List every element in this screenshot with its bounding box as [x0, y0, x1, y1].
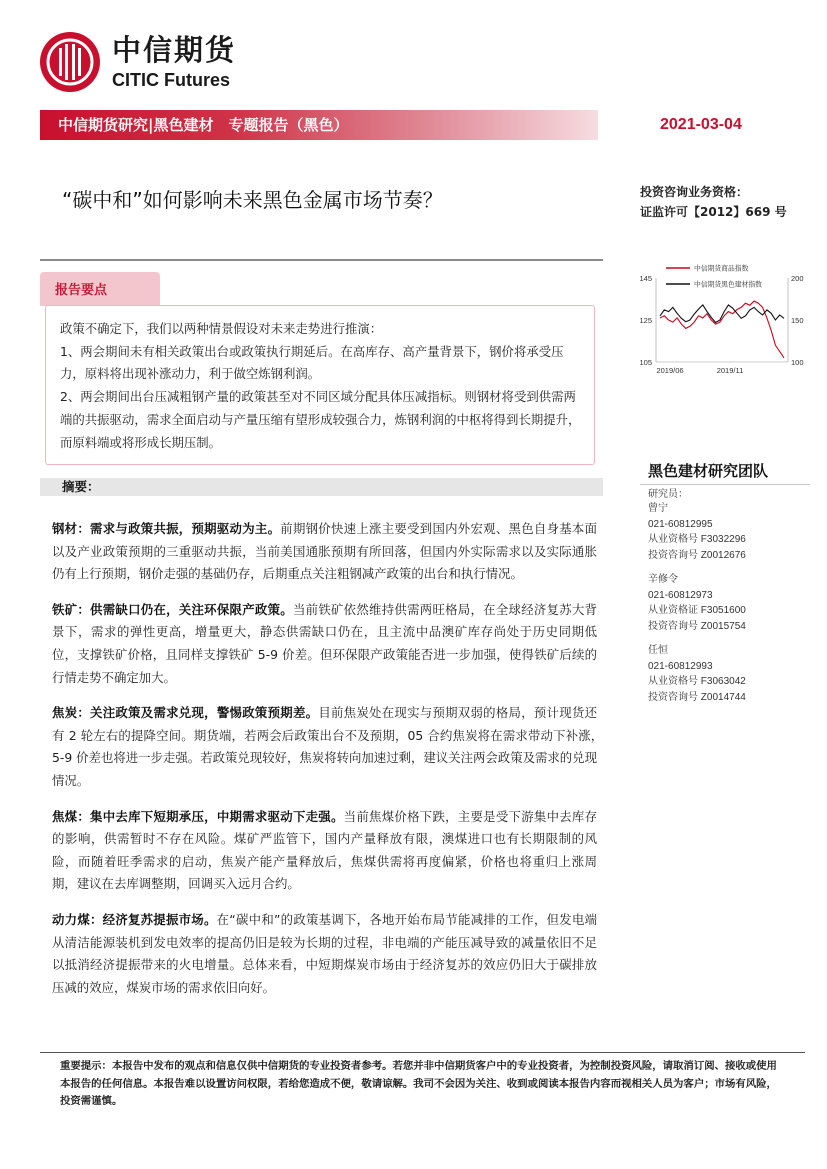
- member-name: 曾宁: [648, 503, 668, 514]
- qualification-line1: 投资咨询业务资格：: [640, 185, 749, 199]
- section-text: 前期钢价快速上涨主要受到国内外宏观、黑色自身基本面以及产业政策预期的三重驱动共振，当前美国通胀预期有所回落，但国内外实际需求以及实际通胀仍有上行预期，钢价走强的基础仍存，后期重点关注粗钢减产政策的出台和执行情况。: [52, 521, 598, 582]
- section-lead: 钢材：需求与政策共振，预期驱动为主。: [52, 521, 281, 536]
- y-right-tick-label: 100: [791, 358, 804, 367]
- title-divider: [40, 259, 603, 261]
- key-points-label: 报告要点: [55, 283, 108, 298]
- member-consult: 投资咨询号 Z0015754: [648, 620, 746, 632]
- member-consult: 投资咨询号 Z0012676: [648, 549, 746, 561]
- report-date: 2021-03-04: [660, 116, 742, 133]
- team-member: [648, 643, 746, 705]
- disclaimer: 重要提示：本报告中发布的观点和信息仅供中信期货的专业投资者参考。若您并非中信期货客户中的专业投资者，为控制投资风险，请取消订阅、接收或使用本报告的任何信息。本报告难以设置访问权限，若给您造成不便，敬请谅解。我司不会因为关注、收到或阅读本报告内容而视相关人员为客户；市场有风险，投资需谨慎。: [60, 1060, 777, 1107]
- key-point-line: 1、两会期间未有相关政策出台或政策执行期延后。在高库存、高产量背景下，钢价将承受压力，原料将出现补涨动力，利于做空炼钢利润。: [60, 343, 564, 382]
- section-text: 目前焦炭处在现实与预期双弱的格局，预计现货还有 2 轮左右的提降空间。期货端，若两会后政策出台不及预期，05 合约焦炭将在需求带动下补涨， 5-9 价差也将进一步走强。若政策兑现较好，焦炭将转向加速过剩，建议关注两会政策及需求的兑现情况。: [52, 705, 610, 788]
- section-coke: [52, 702, 610, 792]
- member-consult: 投资咨询号 Z0014744: [648, 691, 746, 703]
- member-phone: 021-60812995: [648, 518, 713, 530]
- report-title: “碳中和”如何影响未来黑色金属市场节奏？: [62, 188, 443, 212]
- team-divider: [640, 484, 810, 485]
- brand-name-cn: 中信期货: [112, 33, 237, 67]
- team-title: 黑色建材研究团队: [648, 462, 769, 480]
- x-tick-label: 2019/11: [716, 366, 744, 375]
- series-line-1: [660, 301, 784, 358]
- section-coking-coal: [52, 806, 597, 896]
- member-license: 从业资格号 F3032296: [648, 534, 746, 545]
- index-chart: [632, 262, 820, 382]
- section-lead: 焦炭：关注政策及需求兑现，警惕政策预期差。: [52, 705, 319, 721]
- abstract-label: 摘要：: [62, 479, 100, 494]
- qualification-line2: 证监许可【2012】669 号: [640, 205, 787, 219]
- section-lead: 焦煤：集中去库下短期承压，中期需求驱动下走强。: [52, 808, 344, 824]
- member-license: 从业资格证 F3051600: [648, 605, 746, 616]
- member-name: 任恒: [648, 645, 668, 656]
- section-text: 在“碳中和”的政策基调下，各地开始布局节能减排的工作，但发电端从清洁能源装机到发电效率的提高仍旧是较为长期的过程，非电端的产能压减导致的减量依旧不足以抵消经济提振带来的火电增量。总体来看，中短期煤炭市场由于经济复苏的效应仍旧大于碳排放压减的效应，煤炭市场的需求依旧向好。: [52, 911, 598, 995]
- y-left-tick-label: 145: [639, 274, 652, 283]
- x-tick-label: 2019/06: [656, 366, 684, 375]
- key-points-content: [60, 318, 585, 454]
- brand-name-en: CITIC Futures: [112, 70, 231, 90]
- legend-label-2: 中信期货黑色建材指数: [694, 280, 762, 289]
- team-member: [648, 572, 746, 634]
- section-lead: 铁矿：供需缺口仍在，关注环保限产政策。: [52, 601, 293, 617]
- abstract-body: [52, 518, 610, 1012]
- member-license: 从业资格号 F3063042: [648, 676, 746, 687]
- member-phone: 021-60812993: [648, 660, 713, 672]
- section-text: 当前铁矿依然维持供需两旺格局，在全球经济复苏大背景下，需求的弹性更高，增量更大，静态供需缺口仍在，且主流中品澳矿库存尚处于历史同期低位，支撑铁矿价格，且同样支撑铁矿 5-9 价差。但环保限产政策能否进一步加强，使得铁矿后续的行情走势不确定加大。: [52, 601, 598, 685]
- footer-divider: [40, 1052, 805, 1053]
- key-point-line: 2、两会期间出台压减粗钢产量的政策甚至对不同区域分配具体压减指标。则钢材将受到供需两端的共振驱动，需求全面启动与产量压缩有望形成较强合力，炼钢利润的中枢将得到长期提升，而原料端或将形成长期压制。: [60, 389, 581, 450]
- y-right-tick-label: 150: [791, 316, 804, 325]
- y-left-tick-label: 105: [639, 358, 652, 367]
- member-phone: 021-60812973: [648, 589, 713, 601]
- citic-seal-icon: [38, 30, 102, 94]
- key-point-line: 政策不确定下，我们以两种情景假设对未来走势进行推演：: [60, 321, 383, 336]
- abstract-bar: [40, 478, 603, 496]
- banner-text: 中信期货研究|黑色建材 专题报告（黑色）: [58, 116, 349, 134]
- qualification: [640, 182, 787, 222]
- y-right-tick-label: 200: [791, 274, 804, 283]
- section-steel: [52, 518, 597, 586]
- section-iron-ore: [52, 599, 597, 689]
- section-lead: 动力煤：经济复苏提振市场。: [52, 911, 217, 927]
- team-member: [648, 501, 746, 563]
- section-thermal-coal: [52, 909, 597, 999]
- y-left-tick-label: 125: [639, 316, 652, 325]
- legend-label-1: 中信期货商品指数: [694, 264, 749, 273]
- section-text: 当前焦煤价格下跌，主要是受下游集中去库存的影响，供需暂时不存在风险。煤矿严监管下，国内产量释放有限，澳煤进口也有长期限制的风险，而随着旺季需求的启动，焦炭产能产量释放后，焦煤供需将再度偏紧，价格也将重归上涨周期，建议在去库调整期，回调买入远月合约。: [52, 808, 598, 892]
- team-role: 研究员：: [648, 489, 688, 500]
- member-name: 辛修令: [648, 574, 678, 585]
